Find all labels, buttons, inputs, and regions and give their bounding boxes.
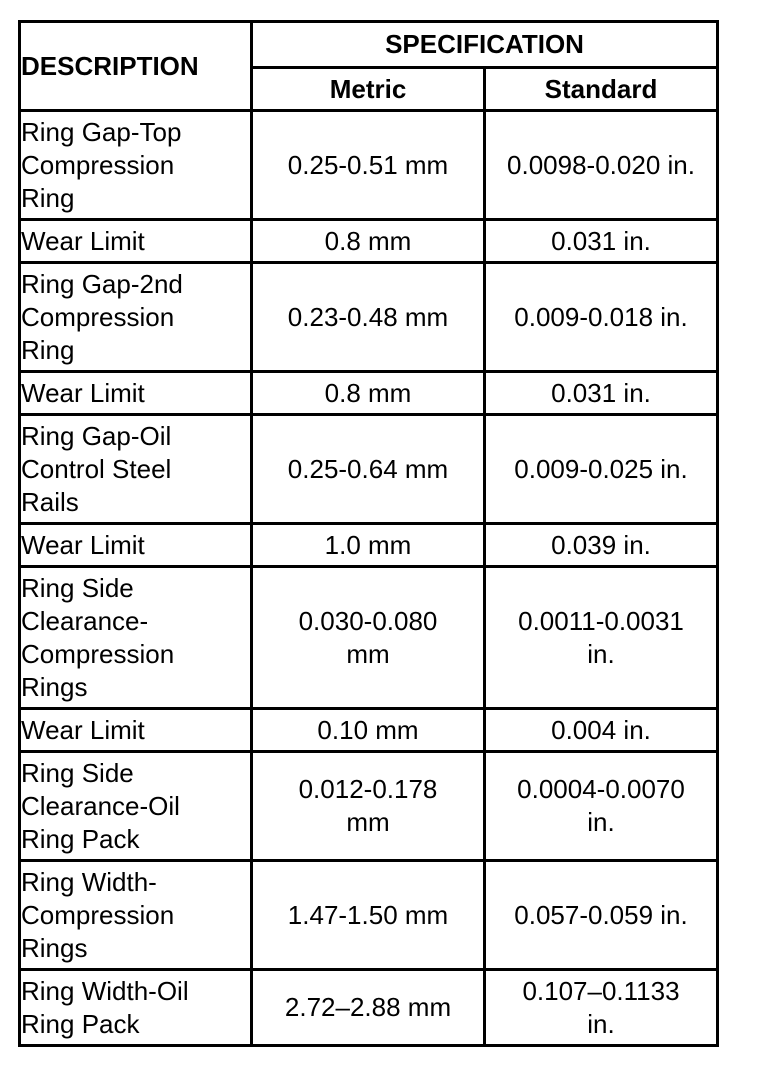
standard-cell: 0.107–0.1133 in. xyxy=(485,970,718,1046)
metric-cell: 1.0 mm xyxy=(252,524,485,567)
description-cell: Ring Side Clearance- Compression Rings xyxy=(20,567,252,709)
standard-header: Standard xyxy=(485,68,718,111)
table-row xyxy=(20,524,718,567)
standard-cell: 0.057-0.059 in. xyxy=(485,861,718,970)
metric-cell: 2.72–2.88 mm xyxy=(252,970,485,1046)
standard-cell: 0.0098-0.020 in. xyxy=(485,111,718,220)
description-cell: Wear Limit xyxy=(20,709,252,752)
metric-cell: 0.8 mm xyxy=(252,220,485,263)
metric-cell: 0.012-0.178 mm xyxy=(252,752,485,861)
metric-cell: 0.23-0.48 mm xyxy=(252,263,485,372)
description-header: DESCRIPTION xyxy=(20,22,252,111)
metric-cell: 1.47-1.50 mm xyxy=(252,861,485,970)
table-row xyxy=(20,220,718,263)
metric-cell: 0.10 mm xyxy=(252,709,485,752)
description-cell: Ring Side Clearance-Oil Ring Pack xyxy=(20,752,252,861)
description-cell: Wear Limit xyxy=(20,524,252,567)
metric-cell: 0.8 mm xyxy=(252,372,485,415)
description-cell: Ring Gap-Oil Control Steel Rails xyxy=(20,415,252,524)
table-row xyxy=(20,415,718,524)
table-row xyxy=(20,709,718,752)
description-cell: Wear Limit xyxy=(20,372,252,415)
standard-cell: 0.039 in. xyxy=(485,524,718,567)
table-row xyxy=(20,567,718,709)
table-row xyxy=(20,111,718,220)
specification-table xyxy=(18,20,719,1047)
table-row xyxy=(20,752,718,861)
table-row xyxy=(20,861,718,970)
description-cell: Ring Width- Compression Rings xyxy=(20,861,252,970)
description-cell: Ring Width-Oil Ring Pack xyxy=(20,970,252,1046)
specification-header: SPECIFICATION xyxy=(252,22,718,68)
standard-cell: 0.031 in. xyxy=(485,220,718,263)
standard-cell: 0.009-0.018 in. xyxy=(485,263,718,372)
metric-cell: 0.25-0.64 mm xyxy=(252,415,485,524)
table-row xyxy=(20,263,718,372)
metric-cell: 0.030-0.080 mm xyxy=(252,567,485,709)
metric-header: Metric xyxy=(252,68,485,111)
standard-cell: 0.0011-0.0031 in. xyxy=(485,567,718,709)
standard-cell: 0.009-0.025 in. xyxy=(485,415,718,524)
description-cell: Ring Gap-Top Compression Ring xyxy=(20,111,252,220)
description-cell: Wear Limit xyxy=(20,220,252,263)
standard-cell: 0.031 in. xyxy=(485,372,718,415)
table-row xyxy=(20,970,718,1046)
metric-cell: 0.25-0.51 mm xyxy=(252,111,485,220)
table-row xyxy=(20,372,718,415)
description-cell: Ring Gap-2nd Compression Ring xyxy=(20,263,252,372)
standard-cell: 0.0004-0.0070 in. xyxy=(485,752,718,861)
header-row xyxy=(20,22,718,68)
standard-cell: 0.004 in. xyxy=(485,709,718,752)
